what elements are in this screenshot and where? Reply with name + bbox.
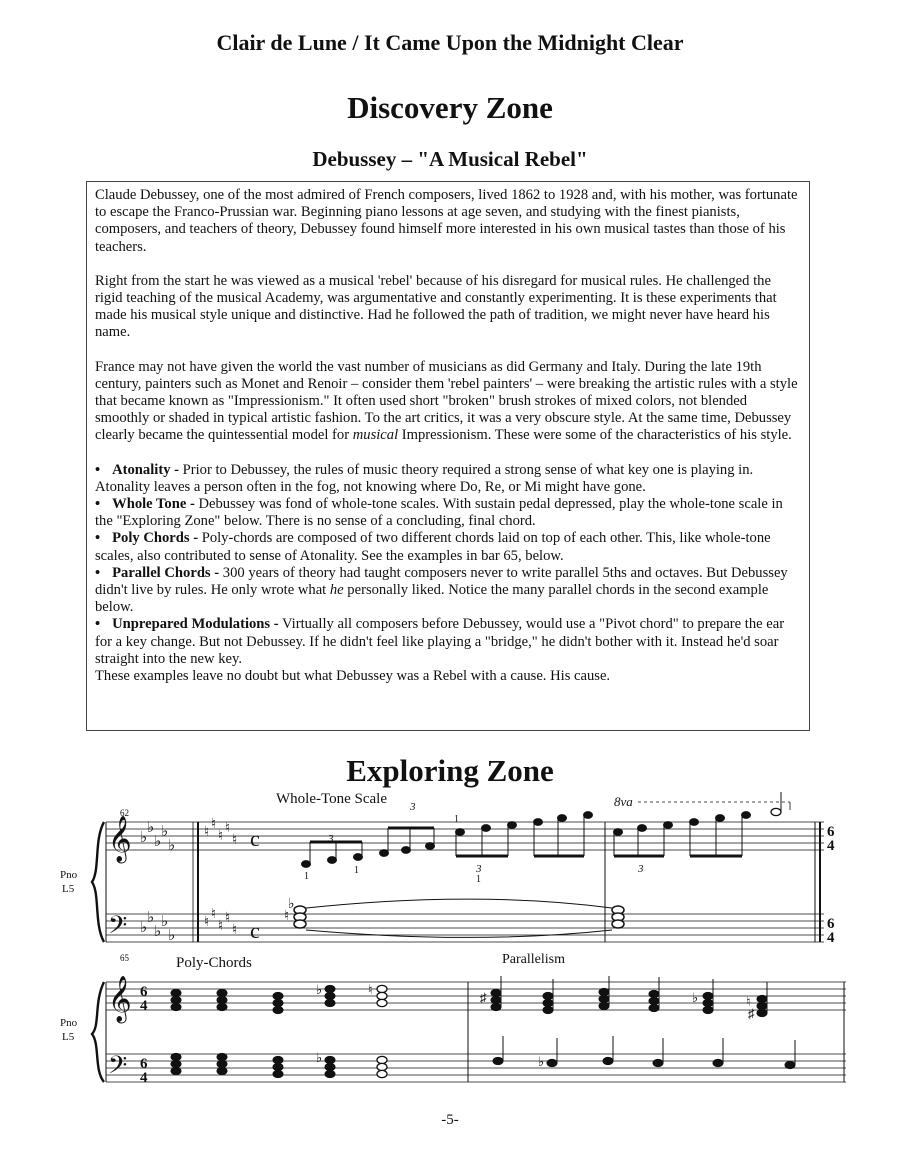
discovery-subtitle: Debussey – "A Musical Rebel" [312,147,588,171]
svg-text:♭: ♭ [288,897,295,912]
time-sig-top: 6 [140,984,148,1000]
bullet-italic: he [329,582,344,599]
svg-text:♭: ♭ [168,838,176,854]
common-time-treble: c [250,826,260,851]
paragraph-3-italic: musical [352,427,399,444]
bullet-icon: • [95,461,101,478]
tie-curve [306,930,612,938]
parallel-chord [538,979,557,1069]
time-sig-top: 6 [140,1056,148,1072]
poly-chord [217,989,227,1074]
bullet-term: Unprepared Modulations - [112,616,279,633]
treble-clef-icon: 𝄞 [108,816,132,861]
parallel-chord-group [480,976,795,1069]
page-header-title: Clair de Lune / It Came Upon the Midnight Clear [216,30,684,55]
list-item [95,496,801,530]
svg-text:♭: ♭ [316,982,323,997]
parallel-chord [649,977,663,1067]
bass-clef-icon: 𝄢 [108,912,128,945]
bass-whole-chord [612,906,624,928]
bass-whole-chord [284,897,306,928]
svg-text:♮: ♮ [746,994,751,1009]
fingering-mark: 1 [304,871,309,882]
list-item [95,616,801,668]
svg-text:♭: ♭ [692,990,699,1005]
measure-number-65: 65 [120,953,129,963]
fingering-mark: 1 [476,874,481,885]
svg-text:♮: ♮ [218,829,224,844]
list-item [95,530,801,564]
bullet-icon: • [95,564,101,581]
paragraph-2: Right from the start he was viewed as a musical 'rebel' because of his disregard for musical rules. He challenged the rigid teaching of the musical Academy, was argumentative and constantly experimenting. It is these experiments that made his musical style unique and distinctive. Had he followed the path of tradition, we might never have heard his name. [95,272,777,341]
triplet-mark: 3 [410,801,416,813]
time-sig-top: 6 [827,916,835,932]
svg-text:♮: ♮ [225,911,231,926]
bullet-text-tail: personally liked. Notice the many parallel chords in the second example below. [95,582,769,616]
bass-clef-icon: 𝄢 [108,1052,128,1085]
closing-line: These examples leave no doubt but what Debussey was a Rebel with a cause. His cause. [95,668,611,685]
instrument-label: Pno [60,869,78,881]
bullet-icon: • [95,530,101,547]
svg-text:♮: ♮ [204,825,210,840]
tie-curve [306,899,612,908]
parallel-chord [746,982,795,1069]
fingering-mark: 1 [454,814,459,825]
svg-text:♮: ♮ [204,915,210,930]
svg-text:♯: ♯ [748,1006,755,1021]
bullet-icon: • [95,496,101,513]
paragraph-3-text: France may not have given the world the vast number of musicians as did Germany and Italy. During the late 19th century, painters such as Monet and Renoir – consider them 'rebel painters' – were breaking the artistic rules with a style that became known as "Impressionism." It often used short "broken" brush strokes of mixed colors, not blended smoothly or shaded in typical artistic fashion. To the art critics, it was a very obscure style. At the same time, Debussey clearly became the quintessential model for [95,358,798,444]
common-time-bass: c [250,918,260,943]
system-brace [92,982,104,1082]
bullet-term: Whole Tone - [112,496,195,513]
svg-text:♭: ♭ [161,824,169,840]
instrument-label: Pno [60,1017,78,1029]
triplet-mark: 3 [328,833,334,845]
svg-text:♮: ♮ [218,919,224,934]
bullet-text: 300 years of theory had taught composers never to write parallel 5ths and octaves. But Debussey didn't live by rules. He only wrote what [95,564,788,599]
bullet-term: Parallel Chords - [112,564,220,581]
discovery-text-box [86,181,810,731]
poly-chords-label: Poly-Chords [176,955,252,971]
svg-text:♭: ♭ [154,924,162,940]
time-sig-bottom: 4 [140,998,148,1014]
svg-text:♭: ♭ [140,920,148,936]
time-sig-bottom: 4 [140,1070,148,1086]
system-brace [92,822,104,942]
time-sig-bottom: 4 [827,838,835,854]
svg-text:♭: ♭ [538,1054,545,1069]
svg-text:♭: ♭ [147,820,155,836]
parallel-chord [692,979,723,1067]
svg-text:♭: ♭ [140,830,148,846]
svg-text:♮: ♮ [225,821,231,836]
bullet-text: Prior to Debussey, the rules of music theory required a strong sense of what key one is playing in. Atonality leaves a person often in the fog, not knowing where Do, Re, or Mi might have gone. [95,461,754,495]
svg-text:♭: ♭ [154,834,162,850]
svg-text:♭: ♭ [168,928,176,944]
bullet-term: Poly Chords - [112,530,199,547]
key-signature-flats [140,820,175,944]
triplet-mark: 3 [476,863,482,875]
time-sig-top: 6 [827,824,835,840]
svg-text:♮: ♮ [284,909,290,924]
svg-text:♮: ♮ [211,817,217,832]
exploring-zone-title: Exploring Zone [346,753,554,788]
bullet-icon: • [95,616,101,633]
bullet-text: Debussey was fond of whole-tone scales. With sustain pedal depressed, play the whole-tone scale in the "Exploring Zone" below. There is no sense of a concluding, final chord. [95,496,783,530]
svg-text:♮: ♮ [368,982,373,997]
bullet-text: Virtually all composers before Debussey, would use a "Pivot chord" to prepare the ear for a key change. But not Debussey. If he didn't feel like playing a "bridge," he didn't bother with it. Instead he'd soar straight into the new key. [95,616,785,667]
bullet-text: Poly-chords are composed of two different chords laid on top of each other. This, like whole-tone scales, also contributed to sense of Atonality. See the examples in bar 65, below. [95,530,771,564]
discovery-zone-title: Discovery Zone [347,90,553,125]
poly-chord [273,992,283,1077]
page-number: -5- [441,1112,459,1128]
level-label: L5 [62,1031,75,1043]
svg-text:♯: ♯ [480,990,487,1005]
paragraph-1: Claude Debussey, one of the most admired of French composers, lived 1862 to 1928 and, with his mother, was fortunate to escape the Franco-Prussian war. Beginning piano lessons at age seven, and studying with the finest pianists, composers, and teachers of theory, Debussey found himself more interested in his own musical tastes than those of his teachers. [95,187,798,255]
svg-text:♭: ♭ [161,914,169,930]
paragraph-3-tail: Impressionism. These were some of the characteristics of his style. [398,427,792,444]
poly-chord [171,989,181,1074]
poly-chord [368,982,387,1078]
poly-chord [316,982,335,1078]
list-item [95,462,801,496]
ottava-mark: 8va [614,794,633,809]
level-label: L5 [62,883,75,895]
svg-text:♮: ♮ [211,907,217,922]
paragraph-3 [95,359,801,445]
cancel-naturals [204,817,237,938]
parallelism-label: Parallelism [502,952,565,967]
svg-text:♭: ♭ [147,910,155,926]
triplet-mark: 3 [638,863,644,875]
fingering-mark: 1 [354,865,359,876]
svg-text:♭: ♭ [316,1050,323,1065]
sheet-music [0,780,900,1100]
time-sig-bottom: 4 [827,930,835,946]
treble-clef-icon: 𝄞 [108,976,132,1021]
list-item [95,565,801,617]
measure-number-62: 62 [120,808,129,818]
bullet-term: Atonality - [112,461,179,478]
svg-text:♮: ♮ [232,833,238,848]
svg-text:♮: ♮ [232,923,238,938]
whole-tone-scale-label: Whole-Tone Scale [276,791,387,807]
style-characteristics-list [95,462,801,668]
